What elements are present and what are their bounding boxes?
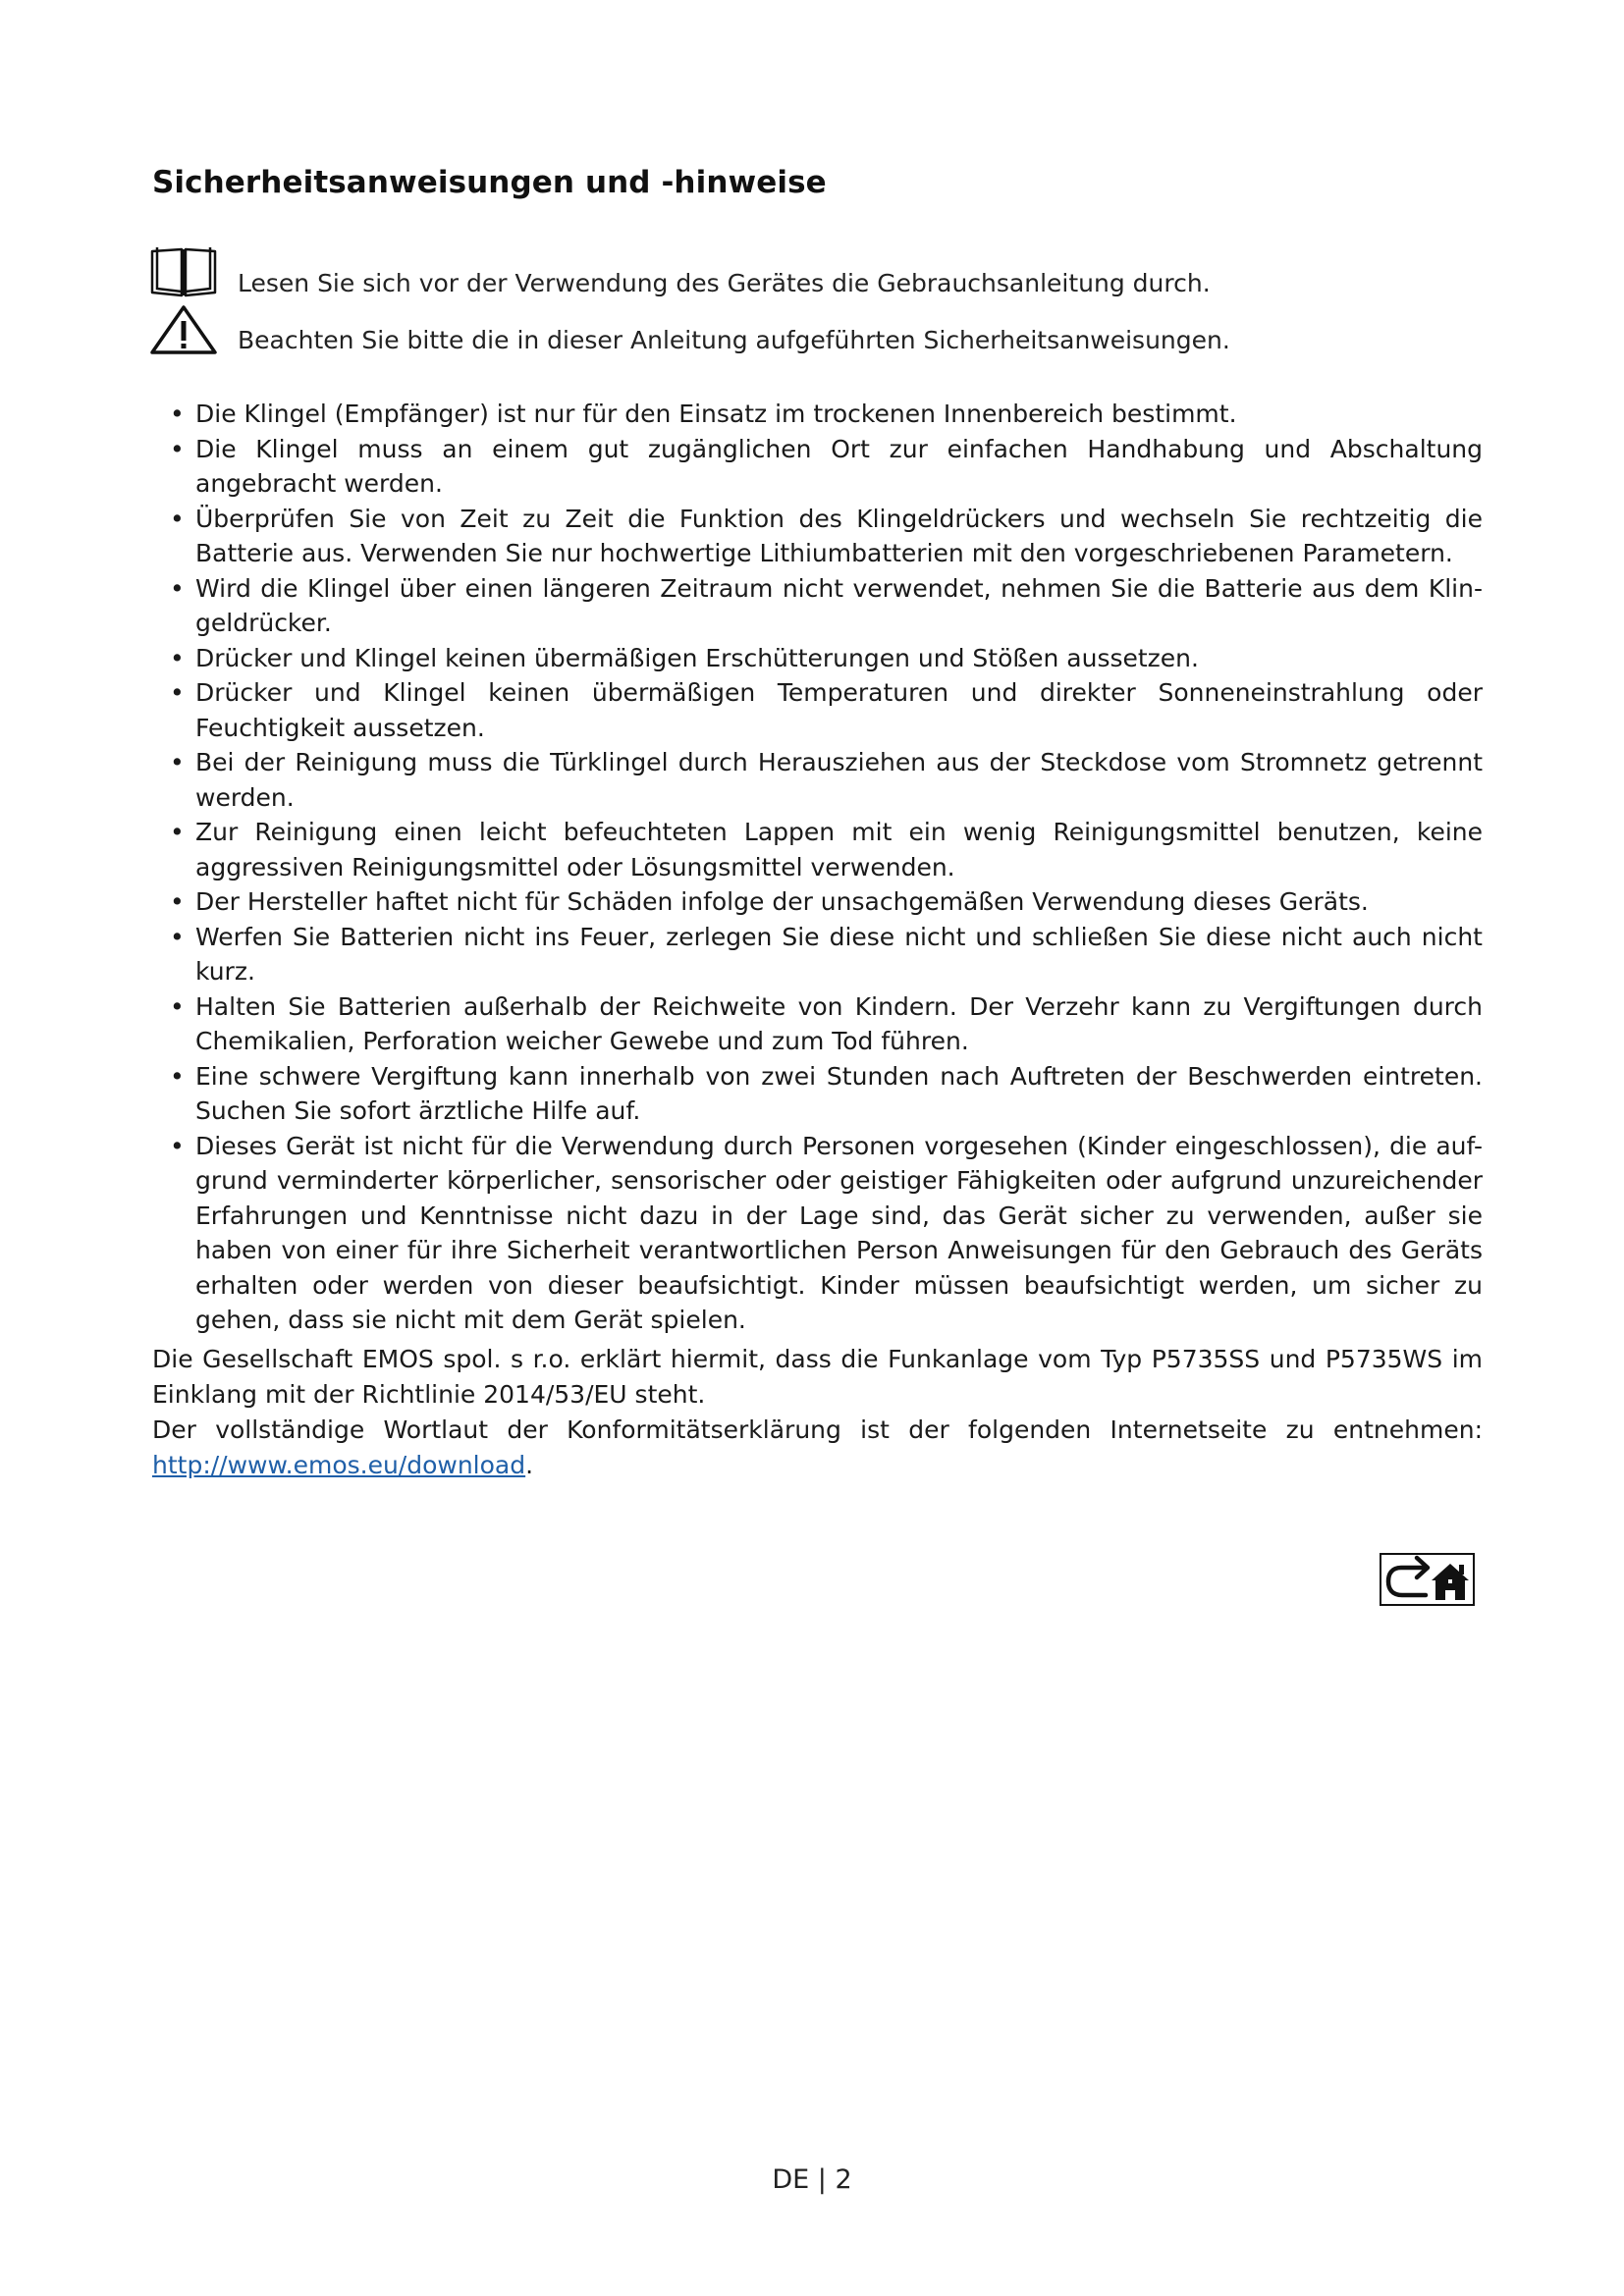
notice-manual-text: Lesen Sie sich vor der Verwendung des Gerätes die Gebrauchsanleitung durch. xyxy=(238,269,1211,297)
conformity-reference-text: Der vollständige Wortlaut der Konformitätserklärung ist der folgenden Internetseite zu entnehmen: xyxy=(152,1415,1483,1444)
list-item: • Die Klingel (Empfänger) ist nur für den Einsatz im trockenen Innenbereich bestimmt. xyxy=(169,397,1483,432)
list-item: • Wird die Klingel über einen längeren Zeitraum nicht verwendet, nehmen Sie die Batterie aus dem Klin-geldrücker. xyxy=(169,571,1483,641)
page-number: DE | 2 xyxy=(772,2164,852,2195)
notice-warning xyxy=(149,304,1230,355)
return-home-icon xyxy=(1381,1555,1473,1604)
list-item: • Drücker und Klingel keinen übermäßigen Temperaturen und direkter Sonneneinstrahlung oder Feuchtigkeit aussetzen. xyxy=(169,675,1483,745)
list-item: • Eine schwere Vergiftung kann innerhalb von zwei Stunden nach Auftreten der Beschwerden eintreten. Suchen Sie sofort ärztliche Hilfe auf. xyxy=(169,1059,1483,1129)
conformity-statement xyxy=(152,1342,1483,1483)
list-item: • Halten Sie Batterien außerhalb der Reichweite von Kindern. Der Verzehr kann zu Vergiftungen durch Chemikalien, Perforation weicher Gewebe und zum Tod führen. xyxy=(169,989,1483,1059)
list-item: • Der Hersteller haftet nicht für Schäden infolge der unsachgemäßen Verwendung dieses Geräts. xyxy=(169,884,1483,920)
link-suffix: . xyxy=(525,1451,534,1479)
notice-warning-text: Beachten Sie bitte die in dieser Anleitung aufgeführten Sicherheitsanweisungen. xyxy=(238,326,1230,354)
return-home-button[interactable] xyxy=(1380,1553,1475,1606)
conformity-reference xyxy=(152,1413,1483,1483)
open-book-icon xyxy=(149,243,218,298)
conformity-declaration: Die Gesellschaft EMOS spol. s r.o. erklärt hiermit, dass die Funkanlage vom Typ P5735SS und P5735WS im Einklang mit der Richtlinie 2014/53/EU steht. xyxy=(152,1345,1483,1409)
list-item: • Dieses Gerät ist nicht für die Verwendung durch Personen vorgesehen (Kinder eingeschlossen), die auf-grund verminderter körperlicher, sensorischer oder geistiger Fähigkeiten oder aufgrund unzureichender Erfahrungen und Kenntnisse nicht dazu in der Lage sind, das Gerät sicher zu verwenden, außer sie haben von einer für ihre Sicherheit verantwortlichen Person Anweisungen für den Gebrauch des Geräts erhalten oder werden von dieser beaufsichtigt. Kinder müssen beaufsichtigt werden, um sicher zu gehen, dass sie nicht mit dem Gerät spielen. xyxy=(169,1129,1483,1338)
download-link[interactable]: http://www.emos.eu/download xyxy=(152,1451,526,1479)
page-title: Sicherheitsanweisungen und -hinweise xyxy=(152,165,827,200)
list-item: • Bei der Reinigung muss die Türklingel durch Herausziehen aus der Steckdose vom Stromnetz getrennt werden. xyxy=(169,745,1483,815)
list-item: • Drücker und Klingel keinen übermäßigen Erschütterungen und Stößen aussetzen. xyxy=(169,641,1483,676)
list-item: • Werfen Sie Batterien nicht ins Feuer, zerlegen Sie diese nicht und schließen Sie diese nicht auch nicht kurz. xyxy=(169,920,1483,989)
notice-manual xyxy=(149,243,1211,298)
list-item: • Die Klingel muss an einem gut zugänglichen Ort zur einfachen Handhabung und Abschaltung angebracht werden. xyxy=(169,432,1483,502)
list-item: • Zur Reinigung einen leicht befeuchteten Lappen mit ein wenig Reinigungsmittel benutzen, keine aggressiven Reinigungsmittel oder Lösungsmittel verwenden. xyxy=(169,815,1483,884)
list-item: • Überprüfen Sie von Zeit zu Zeit die Funktion des Klingeldrückers und wechseln Sie rechtzeitig die Batterie aus. Verwenden Sie nur hochwertige Lithiumbatterien mit den vorgeschriebenen Parametern. xyxy=(169,502,1483,571)
safety-instructions-list xyxy=(169,397,1483,1338)
warning-triangle-icon xyxy=(149,304,218,355)
